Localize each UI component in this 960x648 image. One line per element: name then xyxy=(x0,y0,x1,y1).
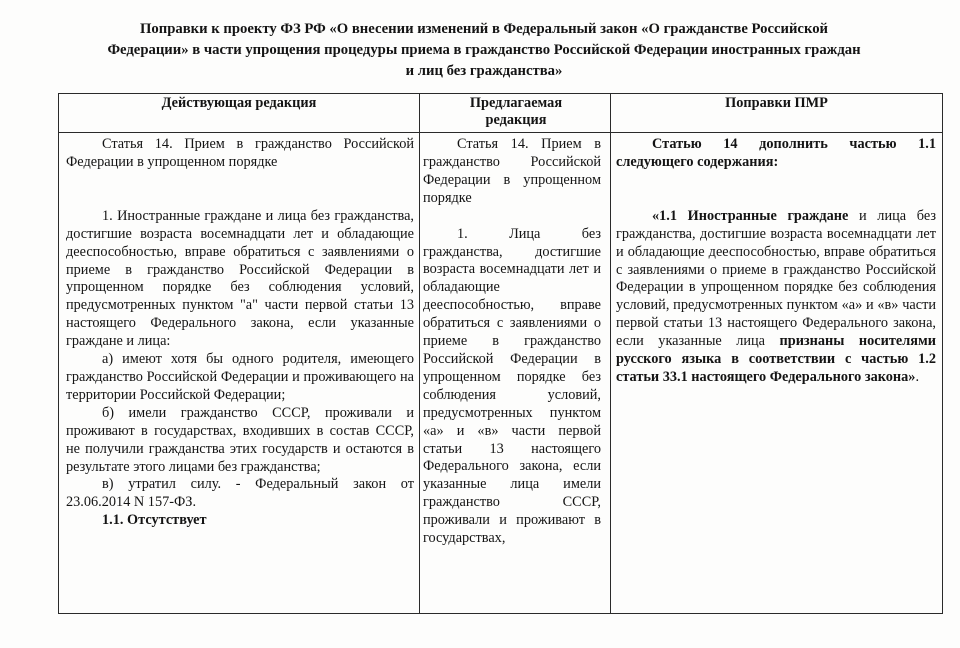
current-paragraph-1: 1. Иностранные граждане и лица без гражданства, достигшие возраста восемнадцати лет и обладающие дееспособностью, вправе обратиться с заявлениями о приеме в гражданство Российской Федерации в упрощенном порядке без соблюдения условий, предусмотренных пунктом "а" части первой статьи 13 настоящего Федерального закона, если указанные граждане и лица: xyxy=(66,207,414,350)
amendment-paragraph xyxy=(616,208,936,387)
amendment-bold-end: признаны носителями русского языка в соответствии с частью 1.2 статьи 33.1 настоящего Федерального закона» xyxy=(616,333,936,385)
amendment-intro: Статью 14 дополнить частью 1.1 следующего содержания: xyxy=(616,136,936,170)
document-title xyxy=(64,19,904,82)
title-line-1: Поправки к проекту ФЗ РФ «О внесении изменений в Федеральный закон «О гражданстве Российской xyxy=(139,21,829,37)
header-proposed: Предлагаемая редакция xyxy=(469,95,563,128)
current-paragraph-1-1: 1.1. Отсутствует xyxy=(102,512,207,529)
comparison-table xyxy=(58,93,943,614)
current-subparagraph-b: б) имели гражданство СССР, проживали и проживают в государствах, входивших в состав СССР, не получили гражданства этих государств и остаются в результате этого лицами без гражданства; xyxy=(66,404,414,475)
proposed-paragraph-1: 1. Лица без гражданства, достигшие возраста восемнадцати лет и обладающие дееспособностью, вправе обратиться с заявлениями о приеме в гражданство Российской Федерации в упрощенном порядке без соблюдения условий, предусмотренных пунктом «а» и «в» части первой статьи 13 настоящего Федерального закона, если указанные лица имели гражданство СССР, проживали и проживают в государствах, xyxy=(423,225,601,547)
column-divider-1 xyxy=(419,94,420,613)
current-subparagraph-a: а) имеют хотя бы одного родителя, имеющего гражданство Российской Федерации и проживающего на территории Российской Федерации; xyxy=(66,351,414,403)
header-divider xyxy=(59,132,942,133)
proposed-edition-cell xyxy=(423,136,601,614)
column-divider-2 xyxy=(610,94,611,613)
amendment-middle: и лица без гражданства, достигшие возраста восемнадцати лет и обладающие дееспособностью, вправе обратиться с заявлениями о приеме в гражданство Российской Федерации в упрощенном порядке без соблюдения условий, предусмотренных пунктом «а» и «в» части первой статьи 13 настоящего Федерального закона, если указанные лица xyxy=(616,207,936,350)
title-line-3: и лиц без гражданства» xyxy=(405,63,563,79)
title-line-2: Федерации» в части упрощения процедуры приема в гражданство Российской Федерации иностранных граждан xyxy=(107,42,861,58)
header-amendments: Поправки ПМР xyxy=(725,95,828,111)
header-current: Действующая редакция xyxy=(161,95,317,111)
current-subparagraph-v: в) утратил силу. - Федеральный закон от 23.06.2014 N 157-ФЗ. xyxy=(66,476,414,511)
current-edition-cell xyxy=(66,136,414,614)
amendment-bold-start: «1.1 Иностранные граждане xyxy=(652,207,849,224)
proposed-article-title: Статья 14. Прием в гражданство Российской Федерации в упрощенном порядке xyxy=(423,136,601,206)
amendments-cell xyxy=(616,136,936,614)
amendment-tail: . xyxy=(915,368,920,385)
current-article-title: Статья 14. Прием в гражданство Российской Федерации в упрощенном порядке xyxy=(66,136,414,170)
